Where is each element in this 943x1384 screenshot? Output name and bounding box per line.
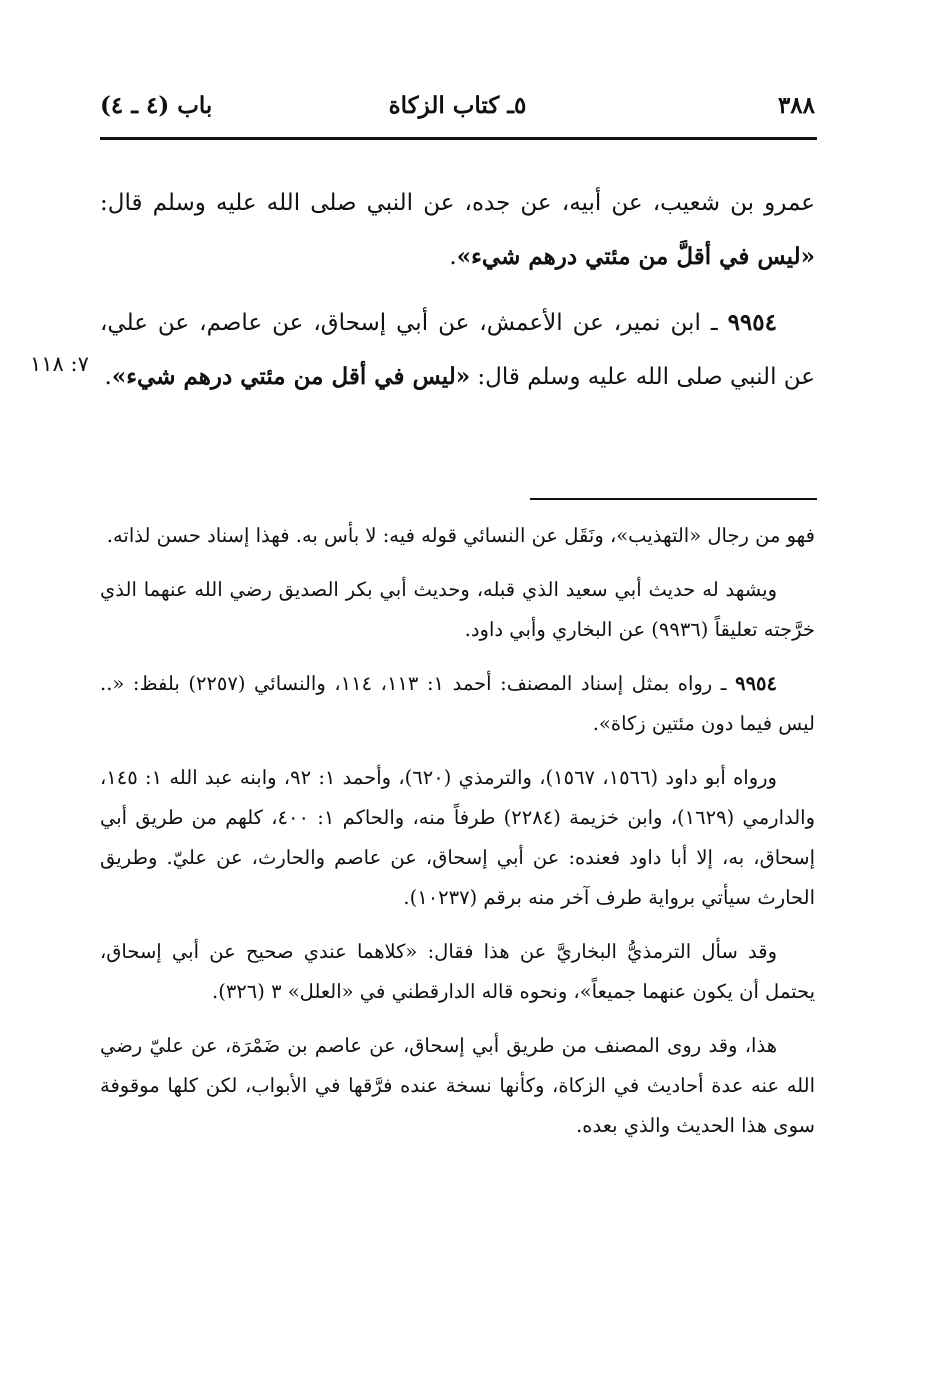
hadith-paragraph [100, 296, 815, 404]
note-paragraph: وقد سأل الترمذيُّ البخاريَّ عن هذا فقال: «كلاهما عندي صحيح عن أبي إسحاق، يحتمل أن يكون عنهما جميعاً»، ونحوه قاله الدارقطني في «العلل» ٣ (٣٢٦). [100, 940, 815, 1003]
continuation-prefix: قال: [100, 190, 143, 216]
hadith-text: ـ ابن نمير، عن الأعمش، عن أبي إسحاق، عن عاصم، عن علي، عن النبي صلى الله عليه وسلم قال: [100, 310, 815, 390]
page-number: ٣٨٨ [777, 92, 815, 119]
continuation-line [100, 176, 815, 284]
note-text: ـ رواه بمثل إسناد المصنف: أحمد ١: ١١٣، ١١٤، والنسائي (٢٢٥٧) بلفظ: «.. ليس فيما دون مئتين زكاة». [100, 672, 815, 735]
continuation-suffix: . [449, 244, 457, 270]
page-header [100, 92, 815, 132]
hadith-quote: «ليس في أقل من مئتي درهم شيء» [111, 363, 471, 390]
note-hadith-number: ٩٩٥٤ [735, 672, 777, 695]
chapter-label: باب (٤ ـ ٤) [100, 92, 213, 119]
note-paragraph [100, 664, 815, 744]
footnote-rule [530, 498, 817, 500]
main-hadith [100, 296, 815, 404]
header-rule [100, 137, 817, 140]
note-paragraph: ورواه أبو داود (١٥٦٦، ١٥٦٧)، والترمذي (٦٢٠)، وأحمد ١: ٩٢، وابنه عبد الله ١: ١٤٥، والدارمي (١٦٢٩)، وابن خزيمة (٢٢٨٤) طرفاً منه، والحاكم ١: ٤٠٠، كلهم من طريق أبي إسحاق، به، إلا أبا داود فعنده: عن أبي إسحاق، عن عاصم والحارث، عن عليّ. وطريق الحارث سيأتي برواية طرف آخر منه برقم (١٠٢٣٧). [100, 766, 816, 909]
main-text-continuation [100, 176, 815, 284]
footnotes [100, 516, 815, 1160]
margin-reference: ٧: ١١٨ [30, 352, 89, 376]
hadith-number: ٩٩٥٤ [727, 309, 777, 336]
hadith-suffix: . [104, 364, 112, 390]
book-title: ٥ـ كتاب الزكاة [388, 92, 527, 119]
hadith-quote: «ليس في أقلَّ من مئتي درهم شيء» [456, 243, 815, 270]
note-paragraph: فهو من رجال «التهذيب»، ونَقَل عن النسائي قوله فيه: لا بأس به. فهذا إسناد حسن لذاته. [106, 524, 815, 547]
note-paragraph: هذا، وقد روى المصنف من طريق أبي إسحاق، عن عاصم بن ضَمْرَة، عن عليّ رضي الله عنه عدة أحاديث في الزكاة، وكأنها نسخة عنده فرَّقها في الأبواب، لكن كلها موقوفة سوى هذا الحديث والذي بعده. [100, 1034, 815, 1137]
continuation-text: عمرو بن شعيب، عن أبيه، عن جده، عن النبي صلى الله عليه وسلم [152, 190, 815, 216]
note-paragraph: ويشهد له حديث أبي سعيد الذي قبله، وحديث أبي بكر الصديق رضي الله عنهما الذي خرَّجته تعليقاً (٩٩٣٦) عن البخاري وأبي داود. [100, 578, 815, 641]
